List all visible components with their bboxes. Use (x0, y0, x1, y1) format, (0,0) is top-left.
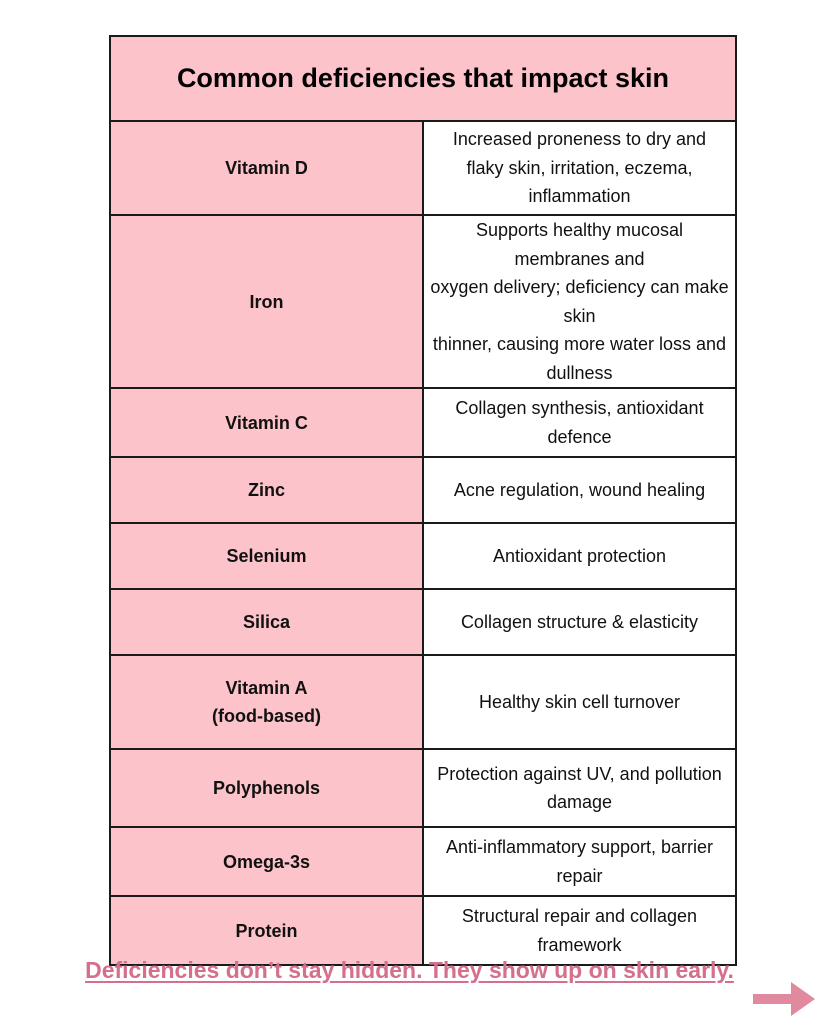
table-row (110, 121, 736, 215)
effect-cell: Increased proneness to dry and flaky skin, irritation, eczema, inflammation (423, 121, 736, 215)
deficiency-table (109, 35, 737, 966)
effect-cell: Acne regulation, wound healing (423, 457, 736, 523)
nutrient-cell: Zinc (110, 457, 423, 523)
effect-cell: Collagen synthesis, antioxidant defence (423, 388, 736, 457)
effect-cell: Protection against UV, and pollution damage (423, 749, 736, 827)
nutrient-cell: Omega-3s (110, 827, 423, 896)
effect-cell: Healthy skin cell turnover (423, 655, 736, 749)
table-row (110, 827, 736, 896)
arrow-right-icon[interactable] (751, 980, 817, 1018)
deficiency-table-container (109, 35, 737, 966)
nutrient-cell: Vitamin C (110, 388, 423, 457)
table-row (110, 523, 736, 589)
table-row (110, 457, 736, 523)
table-row (110, 896, 736, 965)
table-row (110, 215, 736, 388)
table-row (110, 655, 736, 749)
effect-cell: Anti-inflammatory support, barrier repair (423, 827, 736, 896)
nutrient-cell: Selenium (110, 523, 423, 589)
effect-cell: Antioxidant protection (423, 523, 736, 589)
table-row (110, 749, 736, 827)
table-row (110, 589, 736, 655)
nutrient-cell: Vitamin D (110, 121, 423, 215)
nutrient-cell: Protein (110, 896, 423, 965)
table-header-row (110, 36, 736, 121)
tagline: Deficiencies don’t stay hidden. They show up on skin early. (85, 957, 734, 983)
effect-cell: Supports healthy mucosal membranes and oxygen delivery; deficiency can make skin thinner, causing more water loss and dullness (423, 215, 736, 388)
table-title: Common deficiencies that impact skin (110, 36, 736, 121)
effect-cell: Structural repair and collagen framework (423, 896, 736, 965)
nutrient-cell: Polyphenols (110, 749, 423, 827)
nutrient-cell: Vitamin A (food-based) (110, 655, 423, 749)
nutrient-cell: Iron (110, 215, 423, 388)
nutrient-cell: Silica (110, 589, 423, 655)
effect-cell: Collagen structure & elasticity (423, 589, 736, 655)
table-row (110, 388, 736, 457)
